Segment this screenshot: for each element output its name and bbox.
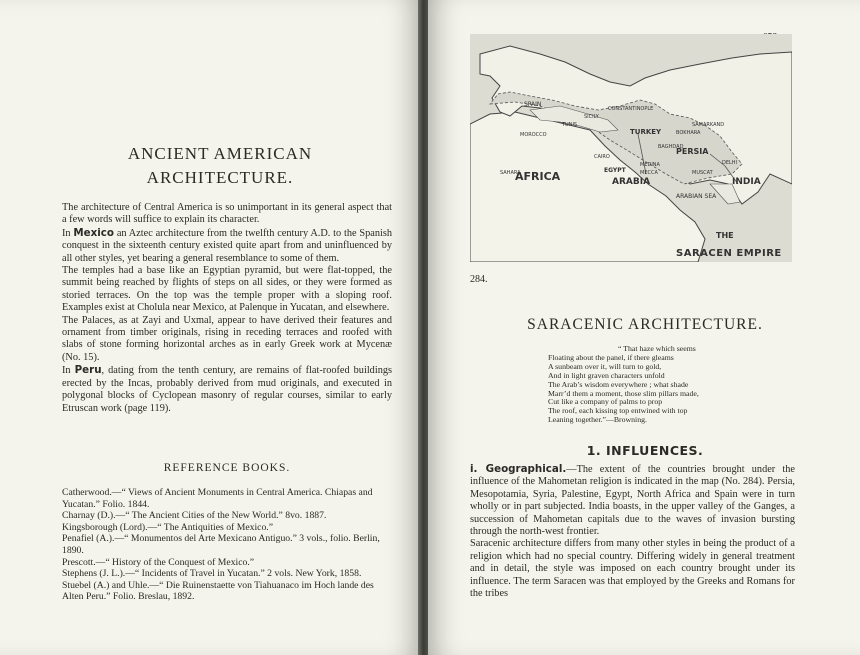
figure-number: 284. [470,274,488,285]
map-label-persia: PERSIA [676,147,709,156]
peru-label: Peru [74,364,102,377]
poem-line: And in light graven characters unfold [548,370,665,380]
map-caption-empire: SARACEN EMPIRE [676,248,782,259]
map-label-morocco: MOROCCO [520,132,547,138]
title-line-2: ARCHITECTURE. [146,168,294,187]
map-label-cairo: CAIRO [594,154,610,160]
reference-item: Stephens (J. L.).—“ Incidents of Travel in Yucatan.” 2 vols. New York, 1858. [62,568,362,580]
map-label-bokhara: BOKHARA [676,130,701,136]
peru-text: , dating from the tenth century, are remains of flat-roofed buildings erected by the Incas, probably derived from mud originals, and executed in polygonal blocks of Cyclopean masonry of regular courses, similar to early Etruscan work (page 119). [62,365,392,414]
body-text-right [470,463,795,600]
reference-item: Stuebel (A.) and Uhle.—“ Die Ruinenstaette von Tiahuanaco im Hoch lande des Alten Peru.” Folio. Breslau, 1892. [62,579,374,603]
mexico-paragraph [62,227,392,265]
map-label-samarkand: SAMARKAND [692,122,725,128]
intro-paragraph: The architecture of Central America is so unimportant in its general aspect that a few words will suffice to explain its character. [62,202,392,226]
poem-line: Floating about the panel, if there gleams [548,352,674,362]
poem-line: A sunbeam over it, will turn to gold, [548,361,662,371]
epigraph-poem [548,345,699,425]
map-label-spain: SPAIN [524,101,542,108]
poem-line: The roof, each kissing top entwined with top [548,406,688,416]
geographical-text: —The extent of the countries brought under the influence of the Mahometan religion is indicated in the map (No. 284). Persia, Mesopotamia, Syria, Palestine, Egypt, North Africa and Spain were in turn wholly or in part subjected. India boasts, in the upper valley of the Ganges, a succession of Mahometan capitals due to the waves of invasion bursting through the north-west frontier. [470,464,795,538]
map-label-turkey: TURKEY [630,128,662,136]
poem-line: The Arab’s wisdom everywhere ; what shade [548,379,689,389]
map-label-baghdad: BAGHDAD [658,144,684,150]
saracen-empire-map [470,34,792,262]
map-label-india: INDIA [732,177,761,187]
map-label-sicily: SICILY [584,114,599,120]
reference-item: Prescott.—“ History of the Conquest of Mexico.” [62,556,255,568]
poem-line: “ That haze which seems [618,344,696,353]
saracenic-paragraph: Saracenic architecture differs from many other styles in being the product of a religion which had no special country. Differing widely in general treatment and in detail, the style was imposed on each country brought under its influence. The term Saracen was that employed by the Greeks and Romans for the tribes [470,538,795,600]
mexico-label: Mexico [73,226,114,239]
page-title-right: SARACENIC ARCHITECTURE. [527,316,763,333]
map-label-arabian-sea: ARABIAN SEA [676,193,717,200]
reference-item: Charnay (D.).—“ The Ancient Cities of the New World.” 8vo. 1887. [62,510,327,522]
left-page [0,0,420,655]
map-label-delhi: DELHI [722,160,738,166]
section-heading: 1. INFLUENCES. [586,443,704,458]
map-label-egypt: EGYPT [604,167,626,174]
in-word: In [62,227,71,239]
reference-heading: REFERENCE BOOKS. [163,462,291,474]
poem-line: Marr’d them a moment, those slim pillars made, [548,388,699,398]
geographical-label: i. Geographical. [470,463,567,475]
body-text-left [62,202,392,415]
palaces-paragraph: The Palaces, as at Zayi and Uxmal, appear to have derived their features and ornament from timber originals, rising in receding terraces and roofed with slabs of stone forming horizontal arches as in early Greek work at Mycenæ (No. 15). [62,314,392,363]
reference-item: Kingsborough (Lord).—“ The Antiquities of Mexico.” [62,521,274,533]
peru-paragraph: In Peru, dating from the tenth century, are remains of flat-roofed buildings erected by the Incas, probably derived from mud originals, and executed in polygonal blocks of Cyclopean masonry of regular courses, similar to early Etruscan work (page 119). [62,364,392,414]
map-label-tunis: TUNIS [562,122,578,128]
title-line-1: ANCIENT AMERICAN [127,144,313,163]
map-label-africa: AFRICA [515,170,561,183]
map-label-muscat: MUSCAT [692,170,713,176]
reference-item: Catherwood.—“ Views of Ancient Monuments in Central America. Chiapas and Yucatan.” Folio. 1844. [62,487,373,510]
page-title-left [60,142,380,190]
temples-paragraph: The temples had a base like an Egyptian pyramid, but were flat-topped, the summit being reached by flights of steps on all sides, or they were formed as storied terraces. On the top was the temple proper with a sloping roof. Examples exist at Cholula near Mexico, at Palenque in Yucatan, and elsewhere. [62,265,392,314]
poem-line: Cut like a company of palms to prop [548,397,663,407]
poem-line: Leaning together.”—Browning. [548,415,647,425]
reference-item: Penafiel (A.).—“ Monumentos del Arte Mexicano Antiguo.” 3 vols., folio. Berlin, 1890. [62,533,380,556]
map-label-sahara: SAHARA [500,170,521,176]
map-label-mecca: MECCA [640,170,658,176]
map-caption-the: THE [716,231,734,240]
map-label-constantinople: CONSTANTINOPLE [608,106,654,112]
map-label-medina: MEDINA [640,162,660,168]
map-label-arabia: ARABIA [612,177,651,187]
reference-list [62,487,392,603]
geographical-paragraph [470,463,795,538]
mexico-text: an Aztec architecture from the twelfth century A.D. to the Spanish conquest in the sixteenth century existed quite apart from and uninfluenced by all other styles, yet bearing a general resemblance to some of them. [62,227,393,264]
